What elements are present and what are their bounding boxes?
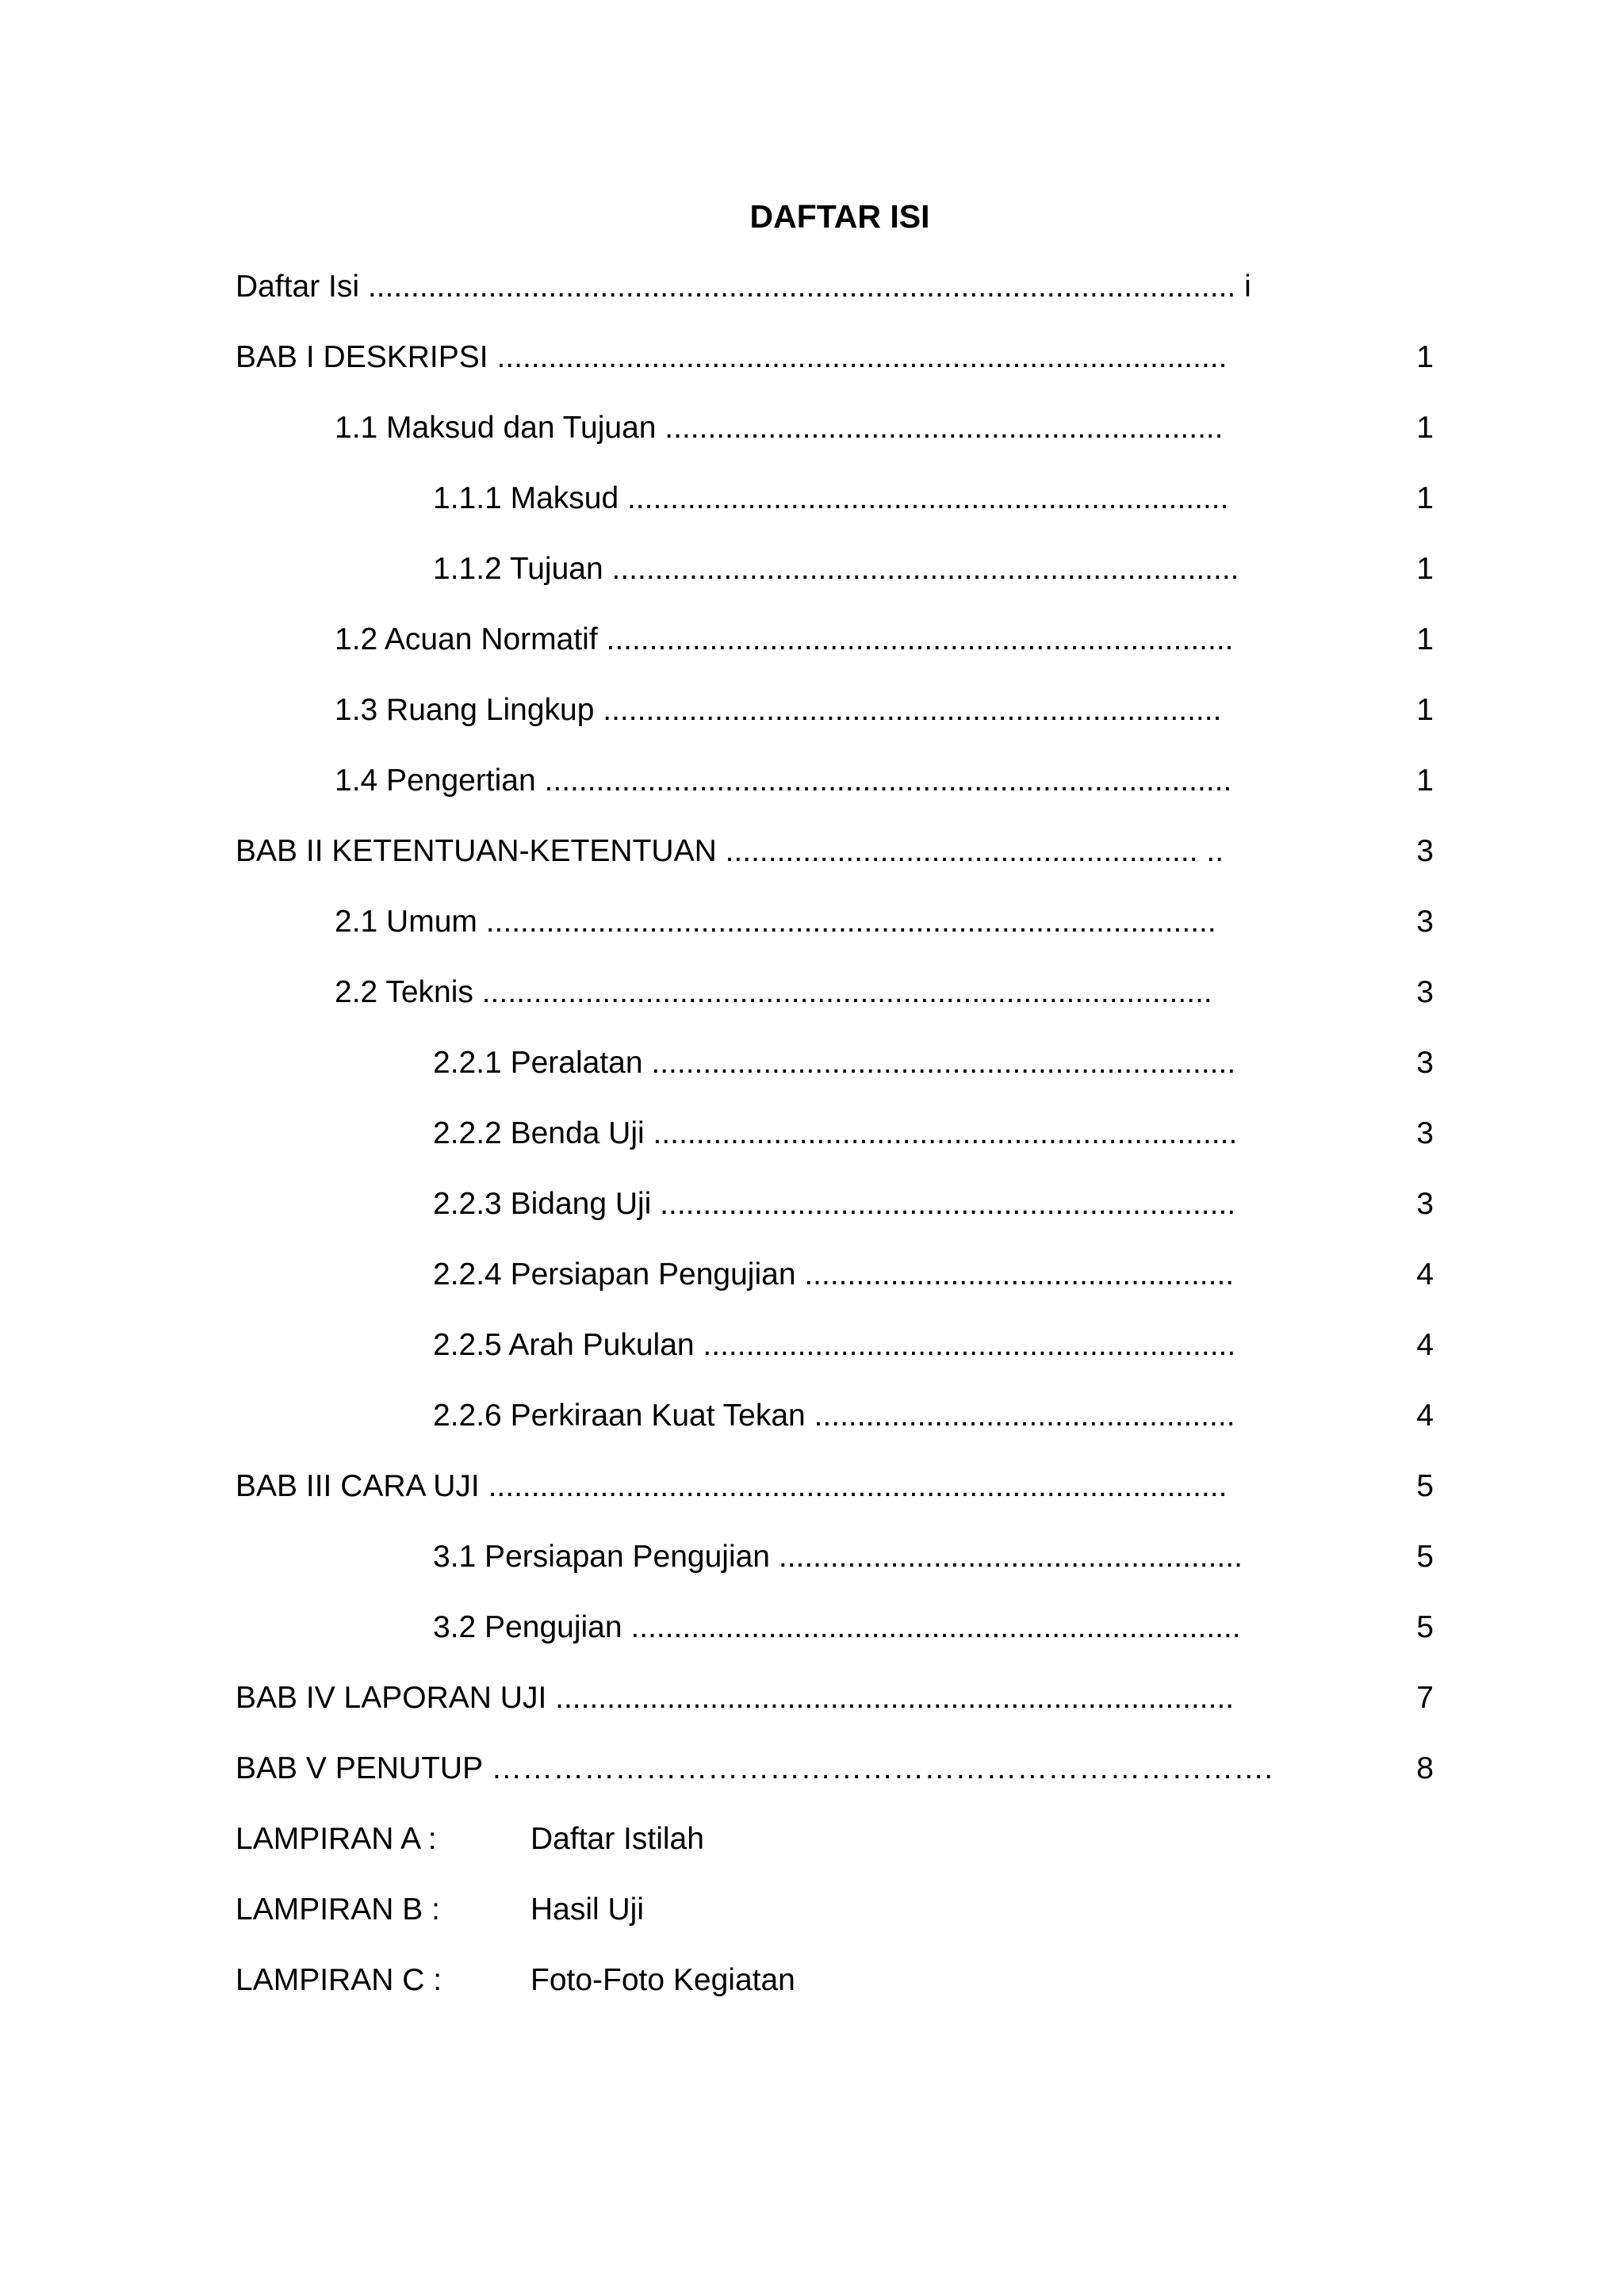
appendix-label: LAMPIRAN A :	[236, 1822, 437, 1856]
appendix-title: Hasil Uji	[530, 1892, 645, 1927]
toc-entry-2-2-4	[0, 1251, 1624, 1299]
appendix-label: LAMPIRAN B :	[236, 1892, 440, 1927]
toc-entry-text: 2.1 Umum .....................................................................................	[335, 905, 1216, 939]
toc-page-number: 3	[1416, 1187, 1434, 1221]
toc-entry-text: BAB II KETENTUAN-KETENTUAN ....................................................... ..	[236, 834, 1224, 868]
toc-page-number: 1	[1416, 481, 1434, 515]
toc-entry-text: 2.2.1 Peralatan ....................................................................	[433, 1046, 1236, 1080]
appendix-label: LAMPIRAN C :	[236, 1963, 442, 1997]
toc-entry-text: 2.2.6 Perkiraan Kuat Tekan .................................................	[433, 1399, 1235, 1433]
toc-page-number: 1	[1416, 552, 1434, 586]
toc-page-number: 5	[1416, 1610, 1434, 1644]
toc-entry-2-2	[0, 969, 1624, 1016]
toc-page-number: 4	[1416, 1399, 1434, 1433]
toc-page-number: 5	[1416, 1469, 1434, 1503]
toc-entry-daftar-isi	[0, 263, 1624, 311]
toc-entry-text: BAB III CARA UJI ......................................................................................	[236, 1469, 1228, 1503]
toc-page-number: 1	[1416, 693, 1434, 727]
toc-entry-2-2-2	[0, 1110, 1624, 1158]
toc-entry-text: BAB I DESKRIPSI .....................................................................................	[236, 340, 1228, 374]
toc-entry-1-4	[0, 757, 1624, 805]
toc-entry-3-1	[0, 1533, 1624, 1581]
toc-page-number: 4	[1416, 1328, 1434, 1362]
toc-page-number: 3	[1416, 1116, 1434, 1150]
toc-page-number: 5	[1416, 1540, 1434, 1574]
toc-entry-bab-2	[0, 828, 1624, 875]
toc-entry-bab-5	[0, 1745, 1624, 1793]
toc-entry-2-2-6	[0, 1392, 1624, 1440]
toc-entry-bab-3	[0, 1463, 1624, 1510]
toc-page-number: 1	[1416, 763, 1434, 798]
toc-entry-text: 1.1 Maksud dan Tujuan .................................................................	[335, 411, 1224, 445]
toc-page-number: 3	[1416, 905, 1434, 939]
toc-entry-bab-4	[0, 1674, 1624, 1722]
appendix-title: Foto-Foto Kegiatan	[530, 1963, 795, 1997]
toc-entry-text: 2.2.3 Bidang Uji ...................................................................	[433, 1187, 1236, 1221]
toc-entry-1-1	[0, 404, 1624, 452]
toc-entry-text: Daftar Isi ..................................................................................................... i	[236, 270, 1251, 304]
toc-entry-2-1	[0, 898, 1624, 946]
toc-page-number: 1	[1416, 622, 1434, 656]
toc-page-number: 8	[1416, 1751, 1434, 1785]
toc-entry-2-2-1	[0, 1039, 1624, 1087]
toc-entry-1-2	[0, 616, 1624, 664]
toc-entry-3-2	[0, 1604, 1624, 1651]
toc-page-number: 1	[1416, 340, 1434, 374]
appendix-title: Daftar Istilah	[530, 1822, 704, 1856]
toc-entry-text: 1.2 Acuan Normatif .........................................................................	[335, 622, 1234, 656]
toc-entry-text: 3.2 Pengujian .......................................................................	[433, 1610, 1241, 1644]
toc-entry-text: 1.1.2 Tujuan .........................................................................	[433, 552, 1239, 586]
toc-entry-text: 3.1 Persiapan Pengujian ......................................................	[433, 1540, 1243, 1574]
toc-page-number: 1	[1416, 411, 1434, 445]
toc-page-number: 3	[1416, 975, 1434, 1009]
toc-entry-2-2-5	[0, 1322, 1624, 1369]
toc-page-number: 7	[1416, 1681, 1434, 1715]
toc-entry-2-2-3	[0, 1181, 1624, 1228]
toc-entry-text: 2.2 Teknis .....................................................................................	[335, 975, 1212, 1009]
appendix-a	[0, 1816, 1624, 1863]
toc-entry-text: 2.2.4 Persiapan Pengujian ..................................................	[433, 1257, 1235, 1292]
page-title: DAFTAR ISI	[749, 198, 930, 235]
toc-entry-text: 1.1.1 Maksud ......................................................................	[433, 481, 1229, 515]
toc-entry-text: 1.3 Ruang Lingkup ........................................................................	[335, 693, 1222, 727]
toc-entry-1-1-1	[0, 475, 1624, 522]
appendix-c	[0, 1957, 1624, 2004]
toc-entry-1-3	[0, 687, 1624, 734]
toc-entry-text: 2.2.5 Arah Pukulan ..............................................................	[433, 1328, 1236, 1362]
appendix-b	[0, 1886, 1624, 1934]
toc-entry-text: BAB V PENUTUP ………………………………………………………………….	[236, 1751, 1274, 1785]
toc-entry-1-1-2	[0, 545, 1624, 593]
toc-entry-text: 2.2.2 Benda Uji ....................................................................	[433, 1116, 1238, 1150]
toc-entry-text: BAB IV LAPORAN UJI ...............................................................................	[236, 1681, 1235, 1715]
toc-page-number: 3	[1416, 834, 1434, 868]
toc-page-number: 3	[1416, 1046, 1434, 1080]
toc-entry-text: 1.4 Pengertian ................................................................................	[335, 763, 1232, 798]
toc-page-number: 4	[1416, 1257, 1434, 1292]
toc-entry-bab-1	[0, 334, 1624, 381]
